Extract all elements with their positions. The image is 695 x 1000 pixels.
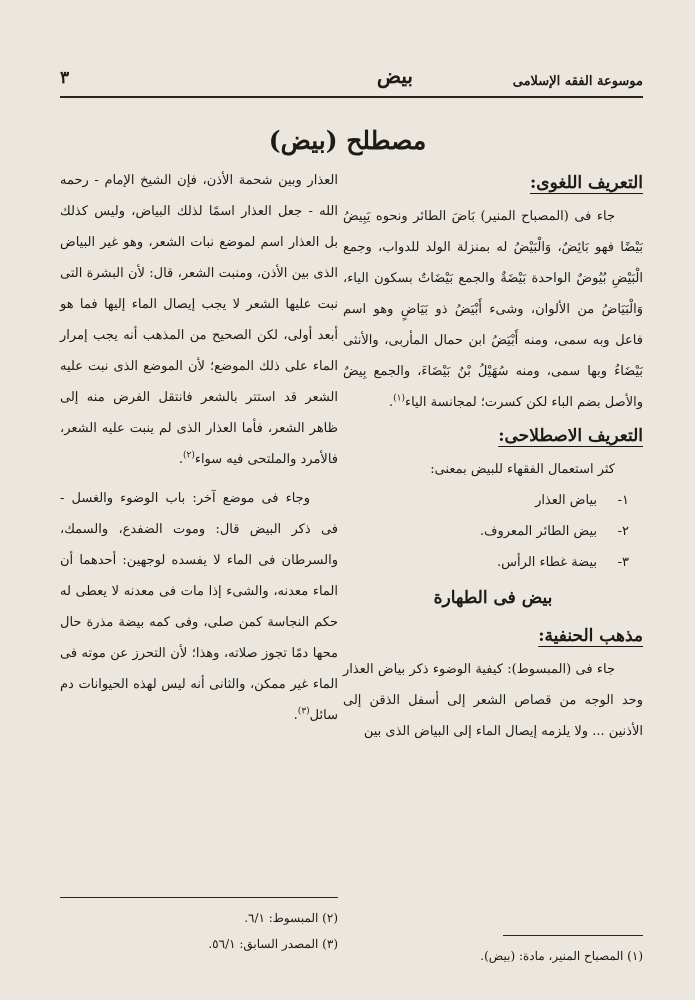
footnote-divider bbox=[503, 935, 643, 936]
meaning-item: ٣-بيضة غطاء الرأس. bbox=[497, 555, 629, 570]
footnotes-left bbox=[60, 905, 338, 957]
lexical-definition-title: التعريف اللغوى: bbox=[530, 173, 643, 193]
footnote-3: (٣) المصدر السابق: ٥٦/١. bbox=[208, 937, 338, 951]
hanafi-school-body: جاء فى (المبسوط): كيفية الوضوء ذكر بياض العذار وحد الوجه من قصاص الشعر إلى أسفل الذقن إلى الأذنين ... ولا يلزمه إيصال الماء إلى البياض الذى بين bbox=[343, 662, 643, 739]
main-heading: مصطلح (بيض) bbox=[268, 126, 427, 155]
purity-section-title: بيض فى الطهارة bbox=[433, 588, 553, 608]
running-header bbox=[60, 62, 643, 98]
technical-definition-intro: كثر استعمال الفقهاء للبيض بمعنى: bbox=[430, 462, 615, 477]
footnote-mark: (١) bbox=[393, 393, 405, 404]
page-number: ٣ bbox=[60, 68, 70, 88]
technical-definition-title: التعريف الاصطلاحى: bbox=[498, 426, 643, 446]
footnote-mark: (٣) bbox=[297, 706, 310, 717]
footnote-divider bbox=[60, 897, 338, 898]
meaning-item: ٢-بيض الطائر المعروف. bbox=[479, 524, 629, 539]
left-column bbox=[60, 165, 338, 731]
book-title: موسوعة الفقه الإسلامى bbox=[512, 74, 643, 89]
lexical-definition-body: جاء فى (المصباح المنير) بَاضَ الطائر ونحوه يَبِيضُ بَيْضًا فهو بَائِضٌ، وَالْبَيْضُ له بمنزلة الولد للدواب، وجمع الْبَيْضِ بُيُوضٌ الواحدة بَيْضَةٌ والجمع بَيْضَاتٌ بسكون الياء، وَالْبَيَاضُ من الألوان، وشىء أَبْيَضُ ذو بَيَاضٍ وهو اسم فاعل وبه سمى، ومنه أَبْيَضُ ابن حمال المأربى، والأنثى بَيْضَاءُ وبها سمى، ومنه سُهَيْلُ بْنُ بَيْضَاءَ، والجمع بِيضٌ والأصل بضم الباء لكن كسرت؛ لمجانسة الياء$^{(١)}$. bbox=[343, 209, 643, 410]
footnote-2: (٢) المبسوط: ٦/١. bbox=[244, 911, 338, 925]
right-column bbox=[343, 165, 643, 747]
hanafi-school-title: مذهب الحنفية: bbox=[538, 626, 643, 646]
left-paragraph-1: العذار وبين شحمة الأذن، فإن الشيخ الإمام - رحمه الله - جعل العذار اسمًا لذلك البياض، وليس كذلك بل العذار اسم لموضع نبات الشعر، وهو غير البياض الذى بين الأذن، ومنبت الشعر، قال: لأن البشرة التى نبت عليها الشعر لا يجب إيصال الماء إليها فما هو أبعد أولى، لكن الصحيح من المذهب أنه يجب إمرار الماء على ذلك الموضع؛ لأن الموضع الذى نبت عليه الشعر قد استتر بالشعر فانتقل الفرض منه إلى ظاهر الشعر، فأما العذار الذى لم ينبت عليه الشعر، فالأمرد والملتحى فيه سواء$^{(٢)}$. bbox=[60, 173, 338, 467]
footnote-mark: (٢) bbox=[182, 450, 195, 461]
entry-word: بيض bbox=[376, 64, 413, 88]
meaning-item: ١-بياض العذار bbox=[535, 493, 629, 508]
left-paragraph-2: وجاء فى موضع آخر: باب الوضوء والغسل - فى ذكر البيض قال: وموت الضفدع، والسمك، والسرطان فى الماء لا يفسده لوجهين: أحدهما أن الماء معدنه، والشىء إذا مات فى معدنه لا يعطى له حكم النجاسة كمن صلى، وفى كمه بيضة مذرة حال محها دمًا تجوز صلاته، وهذا؛ لأن التحرز عن موته فى الماء غير ممكن، والثانى أنه ليس لهذه الحيوانات دم سائل$^{(٣)}$. bbox=[60, 491, 338, 723]
footnote-1: (١) المصباح المنير، مادة: (بيض). bbox=[480, 949, 643, 963]
